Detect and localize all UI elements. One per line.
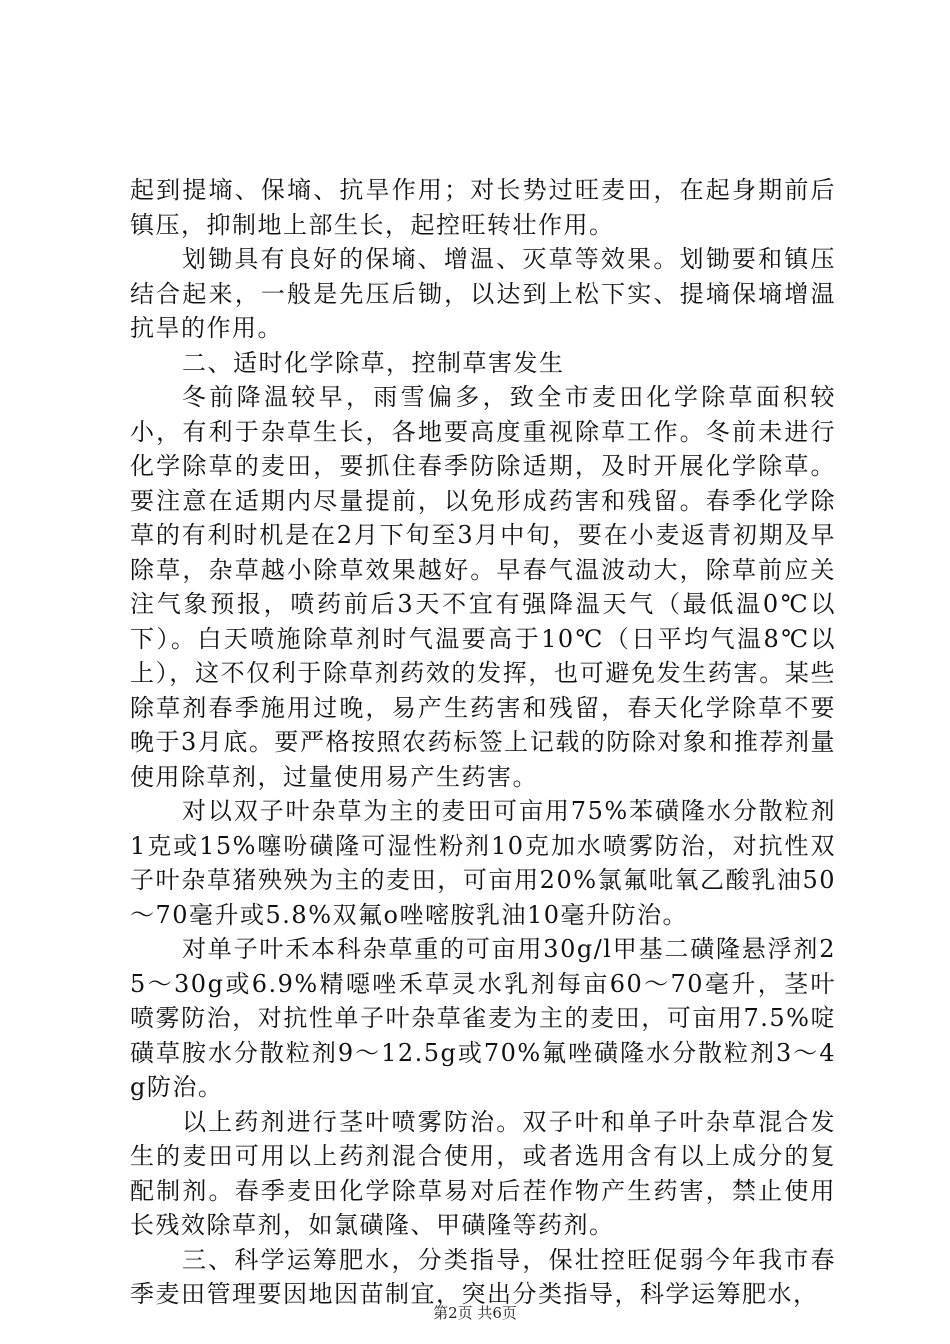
paragraph-1: 起到提墒、保墒、抗旱作用；对长势过旺麦田，在起身期前后镇压，抑制地上部生长，起控旺转壮作用。: [130, 176, 836, 239]
paragraph-6: 以上药剂进行茎叶喷雾防治。双子叶和单子叶杂草混合发生的麦田可用以上药剂混合使用，或者选用含有以上成分的复配制剂。春季麦田化学除草易对后茬作物产生药害，禁止使用长残效除草剂，如氯磺隆、甲磺隆等药剂。: [130, 1107, 836, 1239]
paragraph-3: 冬前降温较早，雨雪偏多，致全市麦田化学除草面积较小，有利于杂草生长，各地要高度重视除草工作。冬前未进行化学除草的麦田，要抓住春季防除适期，及时开展化学除草。要注意在适期内尽量提前，以免形成药害和残留。春季化学除草的有利时机是在2月下旬至3月中旬，要在小麦返青初期及早除草，杂草越小除草效果越好。早春气温波动大，除草前应关注气象预报，喷药前后3天不宜有强降温天气（最低温0℃以下）。白天喷施除草剂时气温要高于10℃（日平均气温8℃以上），这不仅利于除草剂药效的发挥，也可避免发生药害。某些除草剂春季施用过晚，易产生药害和残留，春天化学除草不要晚于3月底。要严格按照农药标签上记载的防除对象和推荐剂量使用除草剂，过量使用易产生药害。: [130, 383, 836, 791]
section-heading-2: 二、适时化学除草，控制草害发生: [182, 348, 565, 377]
section-heading-3: 三、科学运筹肥水，分类指导，保壮控旺促弱今年我市春季麦田管理要因地因苗制宜，突出分类指导，科学运筹肥水，: [130, 1245, 836, 1308]
paragraph-2: 划锄具有良好的保墒、增温、灭草等效果。划锄要和镇压结合起来，一般是先压后锄，以达到上松下实、提墒保墒增温抗旱的作用。: [130, 245, 836, 342]
page-number-footer: 第2页 共6页: [433, 1304, 517, 1322]
paragraph-4: 对以双子叶杂草为主的麦田可亩用75%苯磺隆水分散粒剂1克或15%噻吩磺隆可湿性粉剂10克加水喷雾防治，对抗性双子叶杂草猪殃殃为主的麦田，可亩用20%氯氟吡氧乙酸乳油50～70毫升或5.8%双氟ο唑嘧胺乳油10毫升防治。: [130, 797, 836, 929]
document-body: [130, 173, 836, 1312]
paragraph-5: 对单子叶禾本科杂草重的可亩用30g/l甲基二磺隆悬浮剂25～30g或6.9%精噁唑禾草灵水乳剂每亩60～70毫升，茎叶喷雾防治，对抗性单子叶杂草雀麦为主的麦田，可亩用7.5%啶磺草胺水分散粒剂9～12.5g或70%氟唑磺隆水分散粒剂3～4g防治。: [130, 935, 836, 1101]
